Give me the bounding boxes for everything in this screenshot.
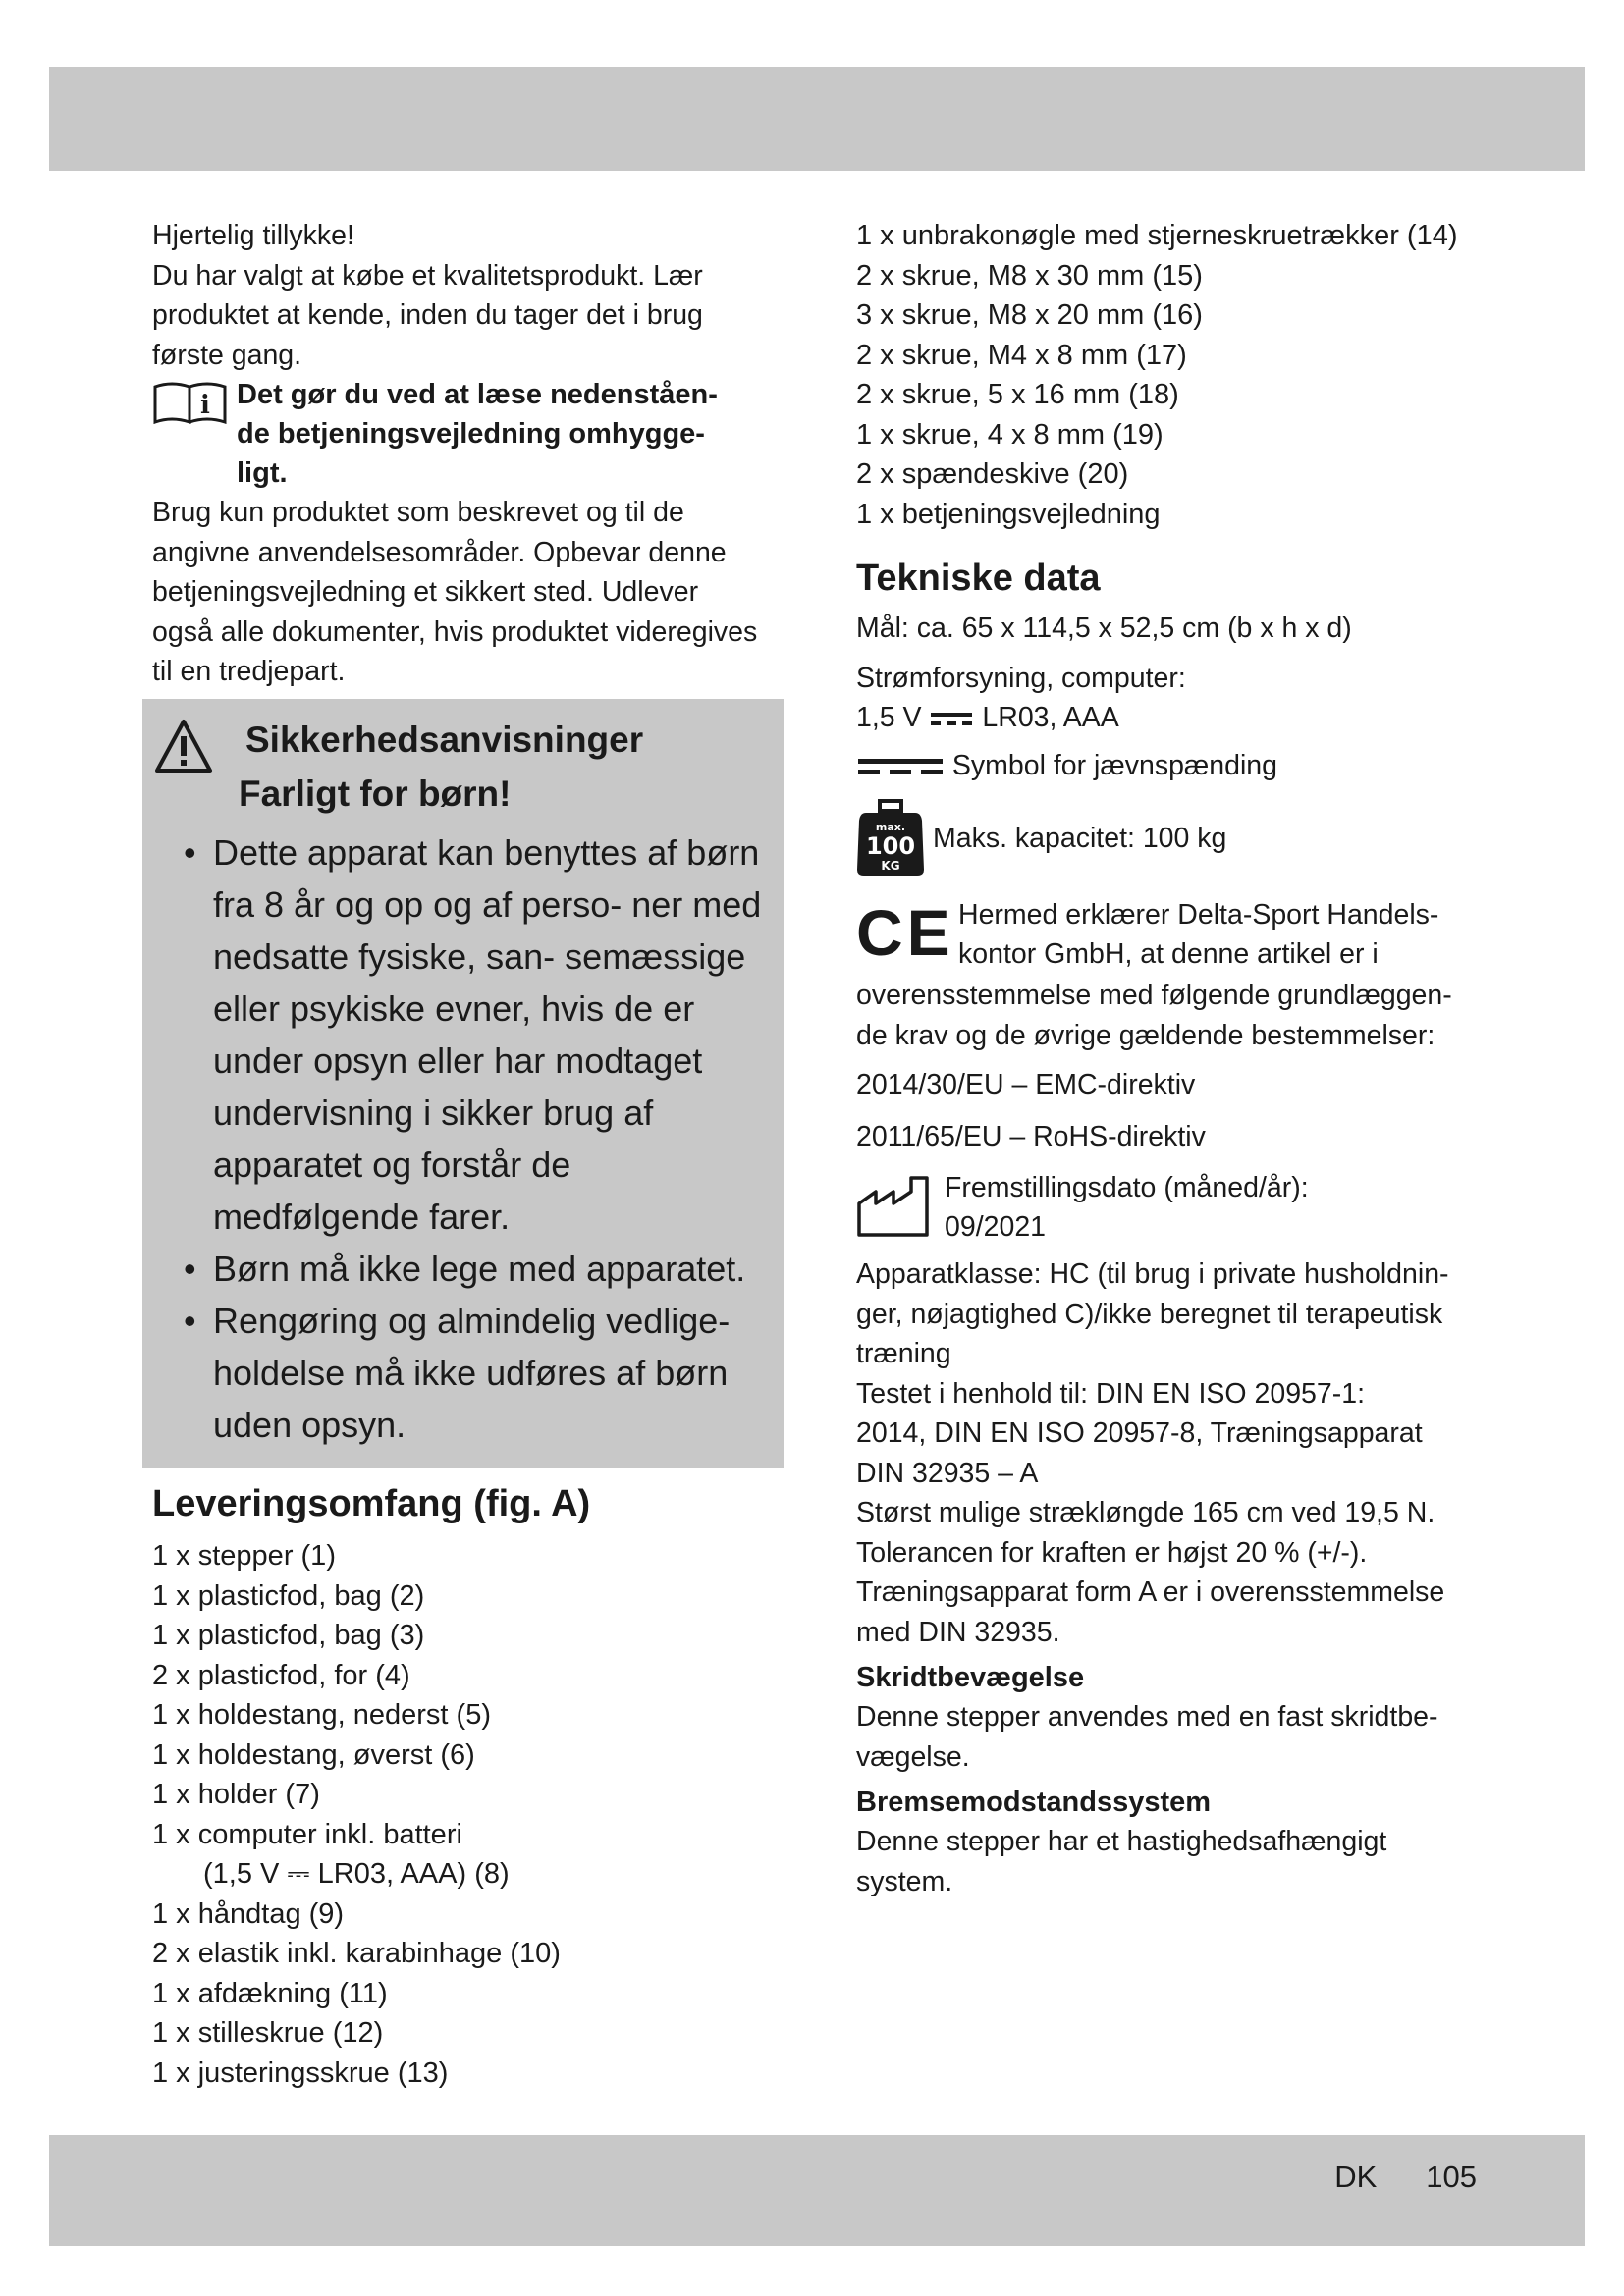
right-column (856, 216, 1485, 1901)
greeting: Hjertelig tillykke! (152, 220, 354, 251)
delivery-item: 1 x holder (7) (152, 1779, 320, 1810)
class-line: Apparatklasse: HC (til brug i private husholdnin- (856, 1258, 1449, 1290)
delivery-heading: Leveringsomfang (fig. A) (152, 1483, 591, 1524)
delivery-item: 1 x stepper (1) (152, 1540, 336, 1572)
delivery-item: 1 x holdestang, nederst (5) (152, 1699, 491, 1731)
intro-line: Du har valgt at købe et kvalitetsprodukt. Lær (152, 259, 703, 292)
capacity-text: Maks. kapacitet: 100 kg (933, 823, 1227, 854)
delivery-item: 1 x unbrakonøgle med stjerneskruetrækker (14) (856, 220, 1458, 251)
class-line: DIN 32935 – A (856, 1457, 1039, 1489)
delivery-item: 3 x skrue, M8 x 20 mm (16) (856, 299, 1203, 331)
dc-symbol-line (856, 746, 1485, 786)
intro-line: produktet at kende, inden du tager det i brug (152, 299, 703, 331)
directive-rohs: 2011/65/EU – RoHS-direktiv (856, 1120, 1206, 1152)
usage-line: betjeningsvejledning et sikkert sted. Udlever (152, 576, 699, 608)
capacity-icon-num: 100 (865, 832, 916, 860)
weight-capacity-icon (856, 799, 925, 878)
safety-list (182, 827, 764, 1451)
ce-mark-icon: CE (856, 896, 954, 969)
tech-power-label: Strømforsyning, computer: (856, 662, 1186, 694)
class-line: ger, nøjagtighed C)/ikke beregnet til terapeutisk (856, 1298, 1443, 1330)
class-line: med DIN 32935. (856, 1616, 1060, 1648)
info-book-icon (152, 381, 229, 424)
safety-title: Sikkerhedsanvisninger (245, 720, 644, 760)
class-line: træning (856, 1338, 951, 1369)
power-voltage: 1,5 V (856, 702, 922, 733)
ce-row (856, 895, 1485, 976)
class-line: Testet i henhold til: DIN EN ISO 20957-1: (856, 1377, 1366, 1410)
ce-line: kontor GmbH, at denne artikel er i (958, 938, 1379, 970)
mfg-date: 09/2021 (945, 1211, 1047, 1243)
delivery-item: (1,5 V ⎓ LR03, AAA) (8) (203, 1858, 510, 1890)
brake-line: system. (856, 1865, 953, 1897)
class-line: Størst mulige strækløngde 165 cm ved 19,5 N. (856, 1497, 1435, 1528)
step-line: Denne stepper anvendes med en fast skridtbe- (856, 1701, 1438, 1733)
mfg-label: Fremstillingsdato (måned/år): (945, 1172, 1309, 1203)
page-number: 105 (1426, 2160, 1477, 2194)
ce-line: overensstemmelse med følgende grundlæggen- (856, 980, 1452, 1011)
delivery-item: 1 x computer inkl. batteri (152, 1818, 462, 1850)
delivery-item: 1 x holdestang, øverst (6) (152, 1738, 475, 1771)
power-battery-type: LR03, AAA (982, 702, 1119, 733)
delivery-item: 1 x afdækning (11) (152, 1977, 388, 2009)
ce-line: Hermed erklærer Delta-Sport Handels- (958, 899, 1439, 931)
delivery-item: 2 x elastik inkl. karabinhage (10) (152, 1938, 561, 1969)
delivery-item: 1 x skrue, 4 x 8 mm (19) (856, 418, 1164, 451)
capacity-icon-unit: KG (881, 859, 900, 873)
left-column (152, 216, 781, 692)
delivery-section (152, 1477, 781, 2093)
delivery-item: 1 x justeringsskrue (13) (152, 2056, 449, 2089)
delivery-item: 2 x spændeskive (20) (856, 458, 1129, 490)
delivery-item: 2 x skrue, M8 x 30 mm (15) (856, 259, 1203, 292)
warning-icon (154, 719, 213, 774)
safety-bullet: • Dette apparat kan benyttes af børn fra 8 år og op og af perso- ner med nedsatte fysiske, san- semæssige eller psykiske evner, hvis de er under opsyn eller har modtaget undervisning i sikker brug af apparatet og forstår de medfølgende farer. (182, 827, 764, 1243)
footer-language: DK (1334, 2160, 1378, 2194)
directive-emc: 2014/30/EU – EMC-direktiv (856, 1069, 1196, 1100)
info-note (152, 375, 781, 493)
safety-bullet: • Børn må ikke lege med apparatet. (182, 1243, 764, 1295)
dc-symbol-icon (856, 755, 945, 778)
delivery-item: 1 x plasticfod, bag (3) (152, 1620, 425, 1651)
dc-symbol-text: Symbol for jævnspænding (951, 749, 1277, 781)
svg-text:i: i (200, 391, 210, 420)
step-line: vægelse. (856, 1740, 970, 1773)
safety-bullet: • Rengøring og almindelig vedlige- holdelse må ikke udføres af børn uden opsyn. (182, 1295, 764, 1451)
manufacture-row (856, 1168, 1485, 1249)
tech-power-line (856, 698, 1485, 738)
safety-subtitle: Farligt for børn! (239, 774, 512, 814)
delivery-item: 1 x plasticfod, bag (2) (152, 1579, 425, 1612)
info-line: de betjeningsvejledning omhygge- (237, 418, 705, 450)
brake-line: Denne stepper har et hastighedsafhængigt (856, 1826, 1387, 1857)
capacity-row (856, 799, 1485, 878)
info-line: ligt. (237, 457, 288, 489)
usage-line: Brug kun produktet som beskrevet og til de (152, 497, 684, 528)
brake-heading: Bremsemodstandssystem (856, 1787, 1212, 1818)
header-band (49, 67, 1585, 171)
dc-voltage-icon (929, 709, 974, 728)
usage-line: også alle dokumenter, hvis produktet videregives (152, 615, 758, 648)
info-line: Det gør du ved at læse nedenståen- (237, 379, 718, 410)
intro-line: første gang. (152, 339, 302, 371)
class-line: 2014, DIN EN ISO 20957-8, Træningsapparat (856, 1417, 1423, 1449)
delivery-item: 2 x plasticfod, for (4) (152, 1659, 410, 1691)
class-line: Tolerancen for kraften er højst 20 % (+/-). (856, 1536, 1368, 1569)
delivery-item: 2 x skrue, 5 x 16 mm (18) (856, 379, 1179, 410)
class-line: Træningsapparat form A er i overensstemmelse (856, 1576, 1445, 1608)
capacity-icon-top: max. (875, 821, 906, 833)
page-footer (1334, 2160, 1477, 2195)
usage-line: til en tredjepart. (152, 656, 346, 687)
step-heading: Skridtbevægelse (856, 1662, 1085, 1693)
delivery-item: 2 x skrue, M4 x 8 mm (17) (856, 339, 1187, 371)
tech-dimensions: Mål: ca. 65 x 114,5 x 52,5 cm (b x h x d) (856, 613, 1352, 644)
factory-icon (856, 1174, 939, 1237)
delivery-item: 1 x håndtag (9) (152, 1897, 345, 1930)
delivery-item: 1 x stilleskrue (12) (152, 2017, 384, 2049)
delivery-item: 1 x betjeningsvejledning (856, 498, 1161, 530)
usage-line: angivne anvendelsesområder. Opbevar denne (152, 536, 727, 568)
safety-box (142, 699, 784, 1468)
ce-line: de krav og de øvrige gældende bestemmelser: (856, 1019, 1435, 1051)
tech-heading: Tekniske data (856, 558, 1101, 599)
